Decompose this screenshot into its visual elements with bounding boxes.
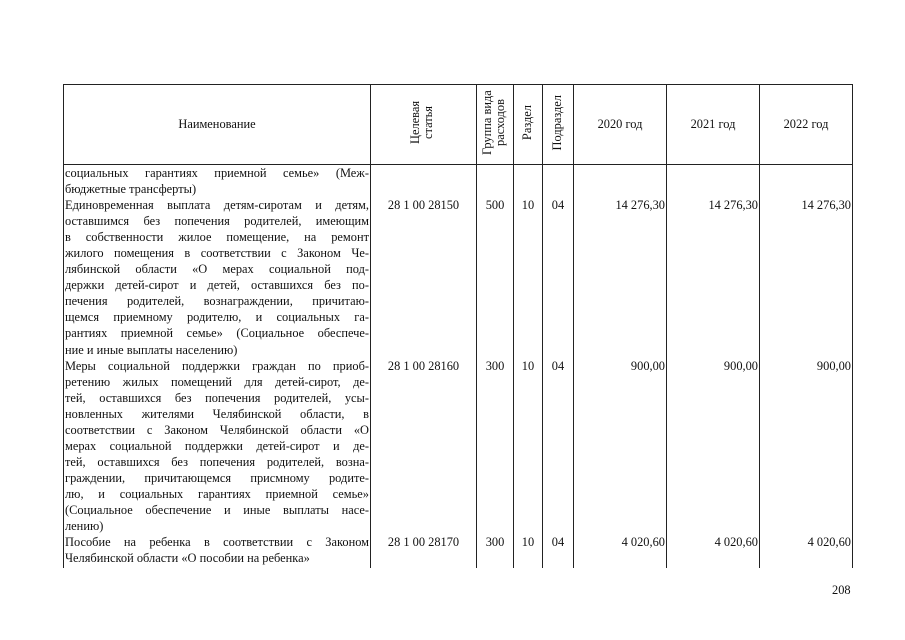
- name-line: лению): [65, 519, 104, 534]
- section-column: [514, 165, 543, 569]
- name-line: в собственности жилое помещение, на ремонт: [65, 230, 369, 245]
- name-line: оставшимся без попечения родителей, имеющим: [65, 214, 369, 229]
- cell-subsection: 04: [551, 198, 565, 213]
- cell-group: 500: [485, 198, 505, 213]
- y2021-column: [667, 165, 760, 569]
- name-column: [64, 165, 371, 569]
- cell-group: 300: [485, 358, 505, 373]
- cell-y2022: 14 276,30: [801, 198, 851, 213]
- header-row: [64, 85, 853, 165]
- group-column: [477, 165, 514, 569]
- target-column: [371, 165, 477, 569]
- cell-subsection: 04: [551, 358, 565, 373]
- cell-target: 28 1 00 28150: [387, 198, 460, 213]
- table-body-row: [64, 165, 853, 569]
- name-line: лябинской области «О мерах социальной под-: [65, 262, 369, 277]
- header-target-article: Целевая статья: [371, 85, 477, 165]
- cell-target: 28 1 00 28170: [387, 535, 460, 550]
- name-line: новленных жителями Челябинской области, в: [65, 406, 369, 421]
- cell-section: 10: [521, 535, 535, 550]
- name-line: щемся приемному родителю, и социальных га-: [65, 310, 369, 325]
- name-line: тей, оставшихся без попечения родителей, усы-: [65, 390, 369, 405]
- name-line: соответствии с Законом Челябинской области «О: [65, 422, 369, 437]
- cell-section: 10: [521, 358, 535, 373]
- subsection-column: [543, 165, 574, 569]
- cell-y2022: 900,00: [816, 358, 851, 373]
- header-subsection: Подраздел: [543, 85, 574, 165]
- header-section: Раздел: [514, 85, 543, 165]
- name-line: Пособие на ребенка в соответствии с Законом: [65, 535, 369, 550]
- name-line: (Социальное обеспечение и иные выплаты насе-: [65, 502, 369, 517]
- name-line: граждении, причитающемся присмному родите-: [65, 470, 369, 485]
- cell-y2022: 4 020,60: [807, 535, 851, 550]
- name-line: печения родителей, вознаграждении, причитаю-: [65, 294, 369, 309]
- name-line: социальных гарантиях приемной семье» (Меж-: [65, 166, 369, 180]
- page-number: 208: [832, 583, 851, 597]
- cell-y2020: 4 020,60: [621, 535, 665, 550]
- cell-y2021: 900,00: [723, 358, 758, 373]
- name-line: мерах социальной поддержки детей-сирот и де-: [65, 438, 369, 453]
- header-2021: 2021 год: [667, 85, 760, 165]
- cell-y2021: 14 276,30: [708, 198, 758, 213]
- cell-y2020: 900,00: [630, 358, 665, 373]
- budget-table: [63, 84, 853, 568]
- name-line: бюджетные трансферты): [65, 182, 197, 197]
- header-name: Наименование: [64, 85, 371, 165]
- name-line: держки детей-сирот и детей, оставшихся без по-: [65, 278, 369, 293]
- name-text: [65, 165, 369, 566]
- y2020-column: [574, 165, 667, 569]
- name-line: ние и иные выплаты населению): [65, 342, 238, 357]
- name-line: жилого помещения в соответствии с Законом Че-: [65, 246, 369, 261]
- y2022-column: [760, 165, 853, 569]
- name-line: ретению жилых помещений для детей-сирот, де-: [65, 374, 369, 389]
- name-line: Единовременная выплата детям-сиротам и детям,: [65, 198, 369, 213]
- name-line: рантиях приемной семье» (Социальное обеспече-: [65, 326, 369, 341]
- cell-group: 300: [485, 535, 505, 550]
- name-line: лю, и социальных гарантиях приемной семье»: [65, 486, 369, 501]
- header-expense-group: Группа вида расходов: [477, 85, 514, 165]
- name-line: Меры социальной поддержки граждан по приоб-: [65, 358, 369, 373]
- name-line: тей, оставшихся без попечения родителей, возна-: [65, 454, 369, 469]
- name-line: Челябинской области «О пособии на ребенка»: [65, 551, 310, 566]
- cell-subsection: 04: [551, 535, 565, 550]
- cell-y2020: 14 276,30: [615, 198, 665, 213]
- cell-section: 10: [521, 198, 535, 213]
- cell-y2021: 4 020,60: [714, 535, 758, 550]
- cell-target: 28 1 00 28160: [387, 358, 460, 373]
- header-2022: 2022 год: [760, 85, 853, 165]
- header-2020: 2020 год: [574, 85, 667, 165]
